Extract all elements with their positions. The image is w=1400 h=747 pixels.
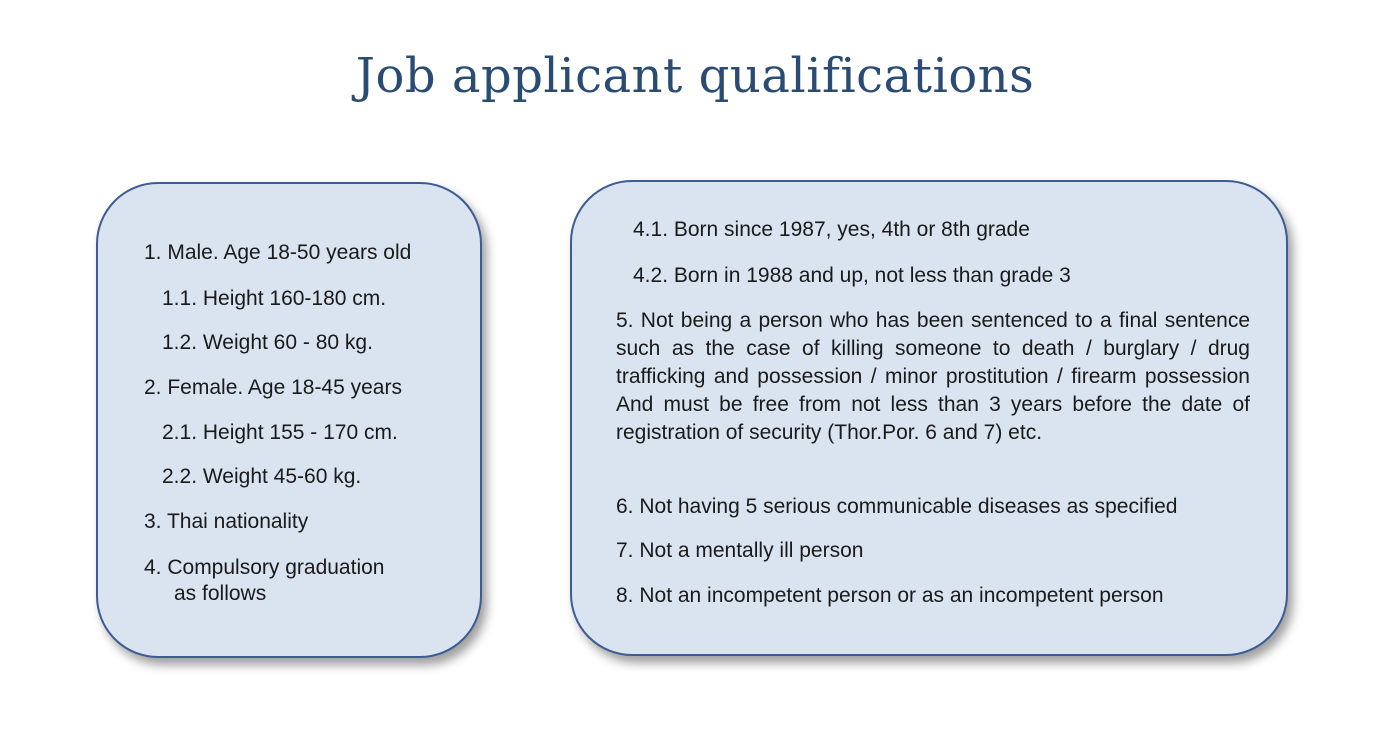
qualifications-box-right: [570, 180, 1288, 656]
list-item: 4.2. Born in 1988 and up, not less than grade 3: [633, 264, 1071, 287]
list-item-continuation: as follows: [174, 582, 267, 605]
qualifications-box-left: [96, 182, 482, 658]
list-item: 6. Not having 5 serious communicable diseases as specified: [616, 495, 1178, 518]
list-item: 1.2. Weight 60 - 80 kg.: [162, 331, 373, 354]
list-item: 4. Compulsory graduation: [144, 556, 385, 579]
list-item: 7. Not a mentally ill person: [616, 539, 864, 562]
list-item: 2. Female. Age 18-45 years: [144, 376, 402, 399]
list-item: 3. Thai nationality: [144, 510, 309, 533]
list-item-paragraph: 5. Not being a person who has been sentenced to a final sentence such as the case of killing someone to death / burglary / drug trafficking and possession / minor prostitution / firearm possession And must be free from not less than 3 years before the date of registration of security (Thor.Por. 6 and 7) etc.: [616, 309, 1250, 444]
list-item: 1.1. Height 160-180 cm.: [162, 287, 387, 310]
page-title: Job applicant qualifications: [355, 48, 1035, 104]
list-item: 4.1. Born since 1987, yes, 4th or 8th grade: [633, 218, 1030, 241]
list-item: 2.2. Weight 45-60 kg.: [162, 465, 362, 488]
list-item: 1. Male. Age 18-50 years old: [144, 241, 412, 264]
list-item: 8. Not an incompetent person or as an incompetent person: [616, 584, 1164, 607]
list-item: 2.1. Height 155 - 170 cm.: [162, 421, 398, 444]
